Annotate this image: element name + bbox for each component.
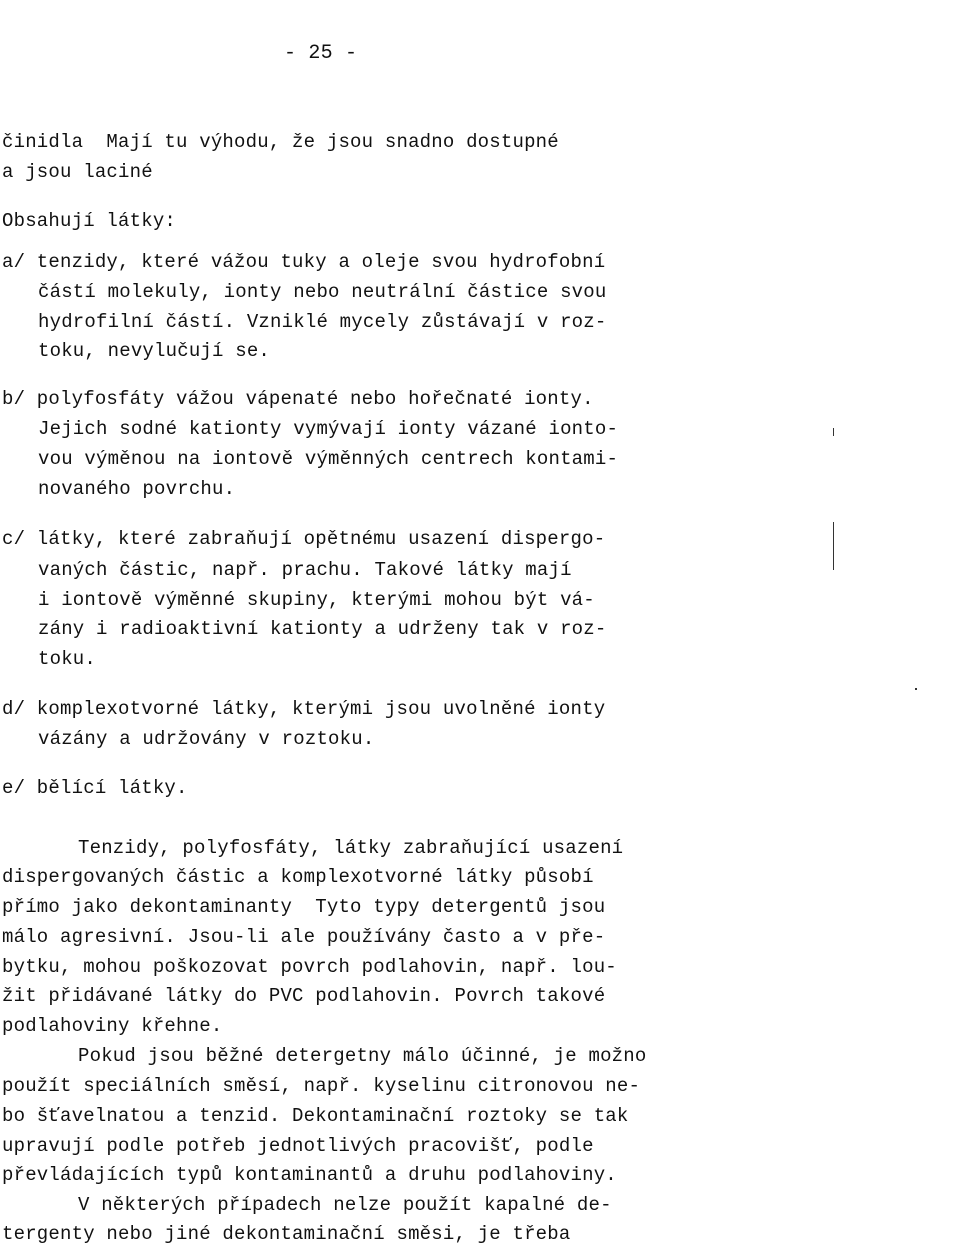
text-line: Jejich sodné kationty vymývají ionty vázané ionto- (38, 418, 619, 440)
text-line: toku, nevylučují se. (38, 340, 271, 362)
text-line: bytku, mohou poškozovat povrch podlahovin, např. lou- (2, 956, 617, 978)
text-line: žit přidávané látky do PVC podlahovin. Povrch takové (2, 985, 606, 1007)
text-line: e/ bělící látky. (2, 777, 188, 799)
text-line: vaných částic, např. prachu. Takové látky mají (38, 559, 572, 581)
text-line: c/ látky, které zabraňují opětnému usazení dispergo- (2, 528, 606, 550)
text-line: vázány a udržovány v roztoku. (38, 728, 375, 750)
text-line: převládajících typů kontaminantů a druhu podlahoviny. (2, 1164, 617, 1186)
margin-scan-mark (915, 688, 917, 690)
text-line: činidla Mají tu výhodu, že jsou snadno dostupné (2, 131, 559, 153)
text-line: V některých případech nelze použít kapalné de- (78, 1194, 612, 1216)
text-line: a jsou laciné (2, 161, 153, 183)
margin-scan-mark (833, 522, 834, 570)
text-line: podlahoviny křehne. (2, 1015, 223, 1037)
text-line: novaného povrchu. (38, 478, 236, 500)
text-line: d/ komplexotvorné látky, kterými jsou uvolněné ionty (2, 698, 606, 720)
text-line: Tenzidy, polyfosfáty, látky zabraňující usazení (78, 837, 624, 859)
text-line: bo šťavelnatou a tenzid. Dekontaminační roztoky se tak (2, 1105, 629, 1127)
text-line: tergenty nebo jiné dekontaminační směsi, je třeba (2, 1223, 571, 1245)
text-line: částí molekuly, ionty nebo neutrální částice svou (38, 281, 607, 303)
text-line: Obsahují látky: (2, 210, 177, 232)
text-line: toku. (38, 648, 97, 670)
text-line: upravují podle potřeb jednotlivých pracovišť, podle (2, 1135, 594, 1157)
text-line: a/ tenzidy, které vážou tuky a oleje svou hydrofobní (2, 251, 606, 273)
text-line: málo agresivní. Jsou-li ale používány často a v pře- (2, 926, 606, 948)
text-line: vou výměnou na iontově výměnných centrech kontami- (38, 448, 619, 470)
text-line: b/ polyfosfáty vážou vápenaté nebo hořečnaté ionty. (2, 388, 594, 410)
text-line: i iontově výměnné skupiny, kterými mohou být vá- (38, 589, 595, 611)
text-line: přímo jako dekontaminanty Tyto typy detergentů jsou (2, 896, 606, 918)
text-line: zány i radioaktivní kationty a udrženy tak v roz- (38, 618, 607, 640)
text-line: použít speciálních směsí, např. kyselinu citronovou ne- (2, 1075, 641, 1097)
page-number: - 25 - (284, 42, 358, 65)
text-line: hydrofilní částí. Vzniklé mycely zůstávají v roz- (38, 311, 607, 333)
text-line: Pokud jsou běžné detergetny málo účinné, je možno (78, 1045, 647, 1067)
text-line: dispergovaných částic a komplexotvorné látky působí (2, 866, 594, 888)
margin-scan-mark (833, 428, 834, 436)
